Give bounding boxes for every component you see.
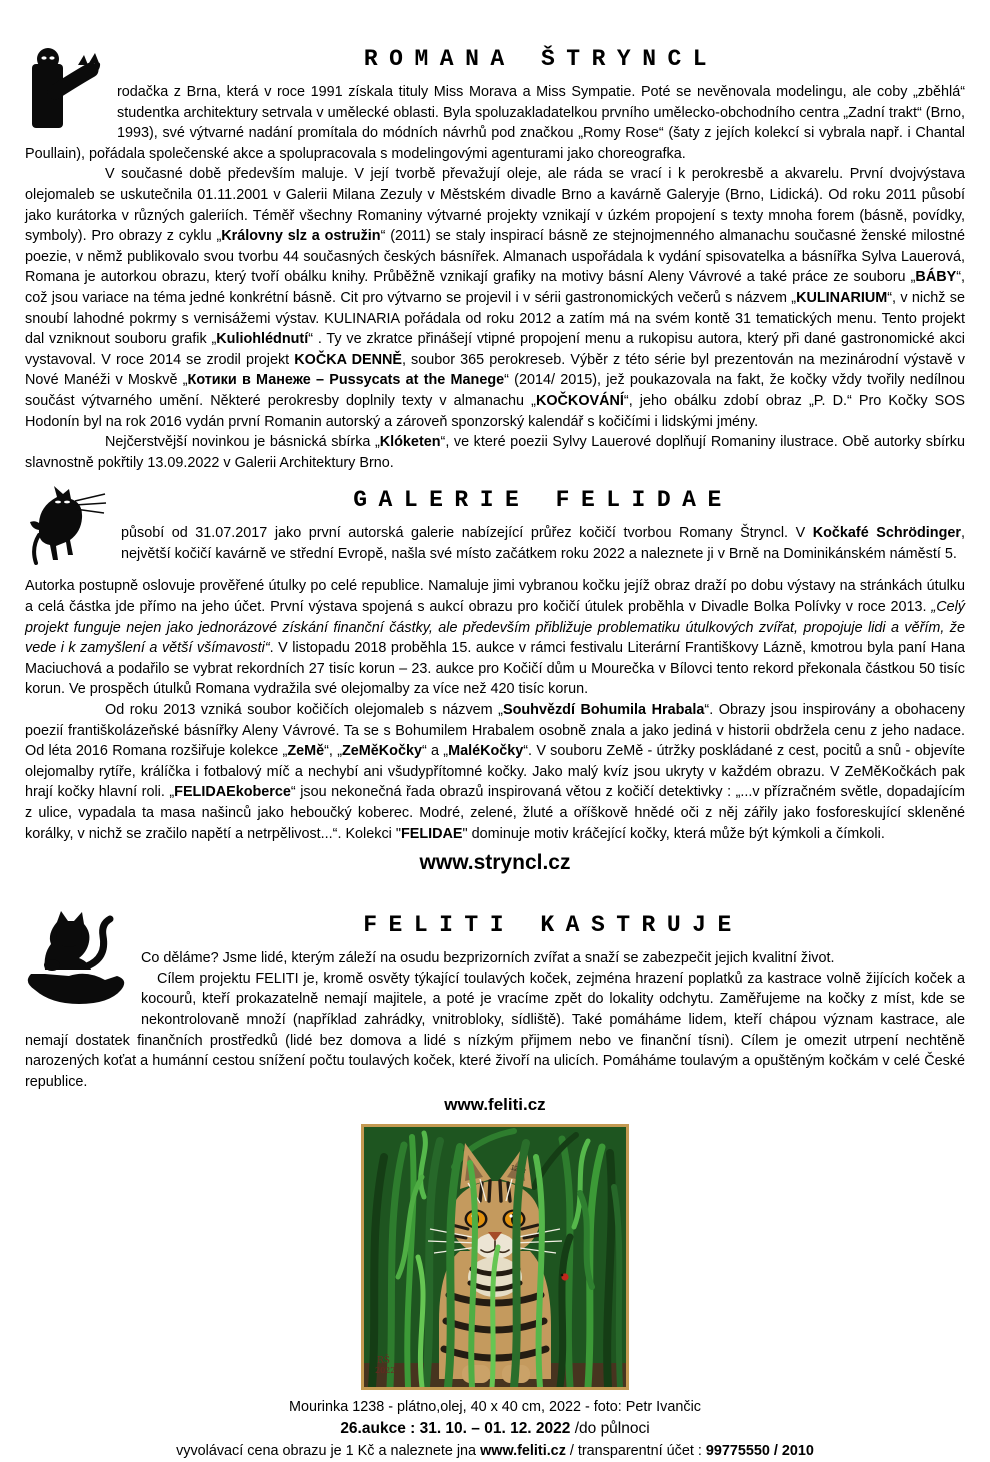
heading-galerie: GALERIE FELIDAE — [353, 487, 733, 514]
romana-paragraph-3: Nejčerstvější novinkou je básnická sbírka „Klóketen“, ve které poezii Sylvy Lauerové doplňují Romaniny ilustrace. Obě autorky sbírku slavnostně pokřtily 13.09.2022 v Galerii Architektury Brno. — [25, 434, 965, 471]
romana-paragraph-2: V současné době především maluje. V její tvorbě převažují oleje, ale ráda se vrací i k perokresbě a akvarelu. První dvojvýstava olejomaleb se uskutečnila 01.11.2001 v Galerii Milana Zezuly v Městském divadle Brno a kavárně Galeryje (Brno, Lidická). Od roku 2011 působí jako kurátorka v různých galeriích. Téměř všechny Romaniny výtvarné projekty vznikají v úzkém propojení s texty mnoha forem (básně, povídky, symboly). Pro obrazy z cyklu „Královny slz a ostružin“ (2011) se staly inspirací básně ze stejnojmenného almanachu současné ženské milostné poezie, v němž publikovalo svou tvorbu 44 současných českých básnířek. Almanach uspořádala k vydání spisovatelka a básnířka Sylva Lauerová, Romana je autorkou obrazu, který tvoří obálku knihy. Průběžně vznikají grafiky na motivy básní Aleny Vávrové a také práce ze souboru „BÁBY“, což jsou variace na téma jedné konkrétní básně. Cit pro výtvarno se projevil i v sérii gastronomických večerů s názvem „KULINARIUM“, v nichž se snoubí lahodné pokrmy s vernisážemi výstav. KULINARIA pořádala od roku 2012 a zatím má na svém kontě 31 tematických menu. Tento projekt dal vzniknout souboru grafik „Kuliohlédnutí“ . Ty ve zkratce přinášejí vtipné propojení menu a rukopisu autora, který při dané gastronomické akci vystavoval. V roce 2014 se zrodil projekt KOČKA DENNĚ, soubor 365 perokreseb. Výběr z této série byl prezentován na mezinárodní výstavě v Nové Manéži v Moskvě „Котики в Манеже – Pussycats at the Manege“ (2014/ 2015), jež poukazovala na fakt, že kočky vždy tvořily nedílnou součást výtvarného umění. Některé perokresby doplnily texty v almanachu „KOČKOVÁNÍ“, jeho obálku zdobí obraz „P. D.“ Pro Kočky SOS Hodonín byl na rok 2016 vydán první Romanin autorský a zároveň sponzorský kalendář s kočičími i lidskými jmény. — [25, 166, 966, 430]
painting-mourinka — [364, 1127, 626, 1387]
svg-text:RŠ: RŠ — [377, 1356, 390, 1367]
romana-paragraph-1: rodačka z Brna, která v roce 1991 získala tituly Miss Morava a Miss Sympatie. Poté se nevěnovala modelingu, ale coby „zběhlá“ studentka architektury setrvala v umělecké oblasti. Byla spoluzakladatelkou prvního umělecko-obchodního centra „Zadní trakt“ (Brno, 1993), své výtvarné nadání promítala do módních návrhů pod značkou „Romy Rose“ (šaty z jejích kolekcí si vybrala např. i Chantal Poullain), pořádala společenské akce a spolupracovala s modelingovými agenturami jako choreografka. — [25, 84, 965, 162]
feliti-paragraph-1: Co děláme? Jsme lidé, kterým záleží na osudu bezprizorních zvířat a snaží se zabezpečit jejich kvalitní život. — [141, 950, 835, 967]
svg-text:2022: 2022 — [375, 1366, 396, 1376]
section-feliti — [25, 910, 965, 1116]
painting-caption: Mourinka 1238 - plátno,olej, 40 x 40 cm, 2022 - foto: Petr Ivančic — [289, 1399, 701, 1416]
section-galerie — [25, 485, 965, 876]
figure-with-cat-icon — [27, 46, 103, 128]
starting-price-line: vyvolávací cena obrazu je 1 Kč a naleznete jna www.feliti.cz / transparentní účet : 99775550 / 2010 — [176, 1443, 814, 1460]
auction-dates-line: 26.aukce : 31. 10. – 01. 12. 2022 /do půlnoci — [340, 1420, 650, 1438]
heading-romana: ROMANA ŠTRYNCL — [363, 46, 719, 72]
galerie-paragraph-2: Autorka postupně oslovuje prověřené útulky po celé republice. Namaluje jimi vybranou kočku jejíž obraz draží po dobu výstavy na stránkách útulku a celá částka jde přímo na jeho účet. První výstava spojená s aukcí obrazu pro kočičí útulek proběhla v Divadle Bolka Polívky v roce 2013. „Celý projekt funguje nejen jako jednorázové získání finanční částky, ale především přibližuje problematiku útulkových zvířat, propojuje lidi a věřím, že vede i k zamyšlení a větší všímavosti“. V listopadu 2018 proběhla 15. aukce v rámci festivalu Literární Františkovy Lázně, kmotrou byla paní Hana Maciuchová a podařilo se vybrat rekordních 27 tisíc korun – 23. aukce pro Kočičí dům u Mourečka v Bílovci tento rekord překonala částkou 50 tisíc korun. Ve prospěch útulků Romana vydražila své olejomalby za více než 420 tisíc korun. — [25, 578, 965, 698]
painting-captions — [25, 1396, 965, 1462]
svg-text:1238: 1238 — [509, 1164, 527, 1177]
heading-feliti: FELITI KASTRUJE — [363, 912, 743, 939]
feliti-paragraph-2: Cílem projektu FELITI je, kromě osvěty týkající toulavých koček, zejména hrazení poplatků za kastrace volně žijících koček a kocourů, kteří prokazatelně nemají majitele, a poté je vracíme zpět do lokality odchytu. Zaměřujeme na kočky z míst, kde se nekontrolovaně množí (například zahrádky, vnitrobloky, sídliště). Také pomáháme lidem, kteří chápou význam kastrace, ale nemají dostatek finančních prostředků (lidé bez domova a lidé s nízkým přijmem nebo ve finanční tísni). Cílem je omezit utrpení nechtěně narozených koťat a humánní cestou snížení počtu toulavých koček, které živoří na ulicích. Pomáháme toulavým a opuštěným kočkám v celé České republice. — [25, 970, 965, 1090]
scraggly-cat-icon — [27, 485, 107, 565]
cat-on-hand-icon — [25, 910, 129, 1010]
feliti-website-link[interactable]: www.feliti.cz — [444, 1095, 546, 1115]
section-romana — [25, 44, 965, 473]
painting-figure — [361, 1124, 629, 1390]
painting-frame — [361, 1124, 629, 1390]
stryncl-website-link[interactable]: www.stryncl.cz — [419, 851, 571, 875]
galerie-paragraph-1: působí od 31.07.2017 jako první autorská galerie nabízející průřez kočičí tvorbou Romany Štryncl. V Kočkafé Schrödinger, největší kočičí kavárně ve střední Evropě, našla své místo začátkem roku 2022 a naleznete ji v Brně na Dominikánském náměstí 5. — [121, 525, 965, 562]
galerie-paragraph-3: Od roku 2013 vzniká soubor kočičích olejomaleb s názvem „Souhvězdí Bohumila Hrabala“. Obrazy jsou inspirovány a obohaceny poezií františkolázeňské básnířky Aleny Vávrové. Ta se s Bohumilem Hrabalem osobně znala a jako jediná v historii obdržela cenu z jeho nadace. Od léta 2016 Romana rozšiřuje kolekce „ZeMě“, „ZeMěKočky“ a „MaléKočky“. V souboru ZeMě - útržky poskládané z cest, pocitů a snů - objevíte olejomalby rytíře, králíčka i fotbalový míč a nechybí ani všudypřítomné kočky. Jako malý kvíz jsou ukryty v každém obrazu. V ZeMěKočkách pak hrají kočky hlavní roli. „FELIDAEkoberce“ jsou nekonečná řada obrazů inspirovaná větou z kočičí detektivky : „...v přízračném světle, dopadajícím z ulice, vypadala ta masa našinců jako heboučký koberec. Modré, zelené, žluté a oříškově hnědé oči z něj zářily jako fosforeskující skleněné korálky, v nichž se zračilo napětí a netrpělivost...“. Kolekci "FELIDAE" dominuje motiv kráčející kočky, která může být kýmkoli a čímkoli. — [25, 702, 966, 842]
